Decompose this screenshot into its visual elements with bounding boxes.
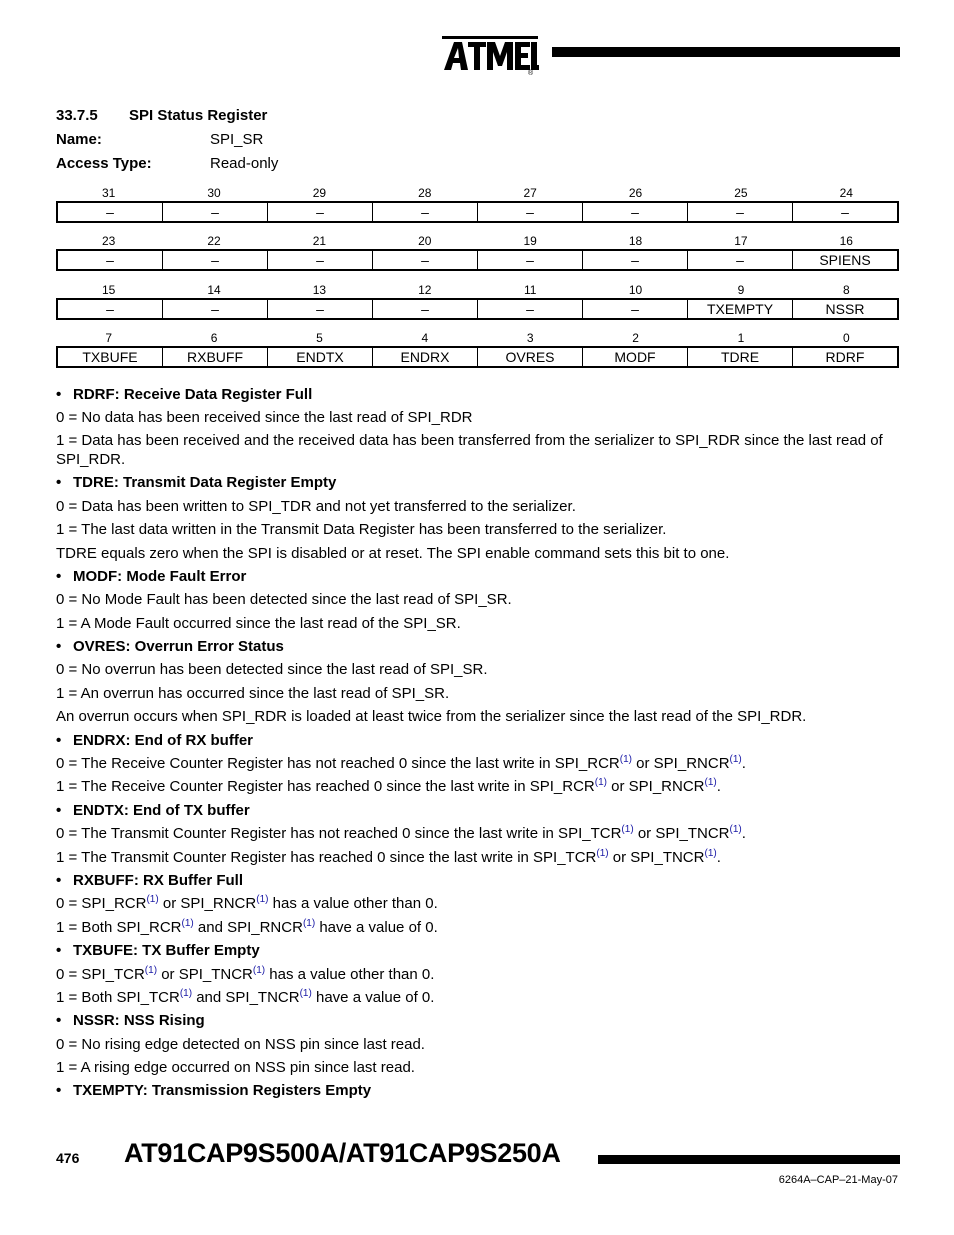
bullet-rdrf: • RDRF: Receive Data Register Full xyxy=(56,386,313,403)
modf-one: 1 = A Mode Fault occurred since the last read of the SPI_SR. xyxy=(56,615,461,632)
bit-field: – xyxy=(162,300,267,318)
bit-field: – xyxy=(267,300,372,318)
bit-number: 26 xyxy=(628,186,643,200)
bit-field: – xyxy=(477,300,582,318)
endrx-zero: 0 = The Receive Counter Register has not reached 0 since the last write in SPI_RCR$^{(1)}$ or SPI_RNCR$^{(1)}$. xyxy=(56,754,746,772)
bit-number: 20 xyxy=(418,234,432,248)
document-reference: 6264A–CAP–21-May-07 xyxy=(778,1174,898,1186)
txbufe-one: 1 = Both SPI_TCR$^{(1)}$ and SPI_TNCR$^{(1)}$ have a value of 0. xyxy=(56,988,435,1006)
bit-number: 29 xyxy=(312,186,327,200)
ovres-one: 1 = An overrun has occurred since the last read of SPI_SR. xyxy=(56,685,450,702)
bit-field: OVRES xyxy=(477,348,582,366)
bit-field: TXBUFE xyxy=(82,349,138,365)
bit-fields xyxy=(56,249,899,271)
name-label: Name: xyxy=(56,131,102,148)
endrx-one: 1 = The Receive Counter Register has reached 0 since the last write in SPI_RCR$^{(1)}$ or SPI_RNCR$^{(1)}$. xyxy=(56,777,721,795)
bit-field: TDRE xyxy=(687,348,792,366)
bit-number: 12 xyxy=(418,283,432,297)
bit-number: 28 xyxy=(418,186,432,200)
bit-field: RDRF xyxy=(792,348,897,366)
bit-number: 30 xyxy=(207,186,221,200)
bit-number: 19 xyxy=(523,234,537,248)
bit-number: 10 xyxy=(628,283,643,297)
rxbuff-one: 1 = Both SPI_RCR$^{(1)}$ and SPI_RNCR$^{(1)}$ have a value of 0. xyxy=(56,918,438,936)
access-type-row xyxy=(56,155,278,172)
tdre-one: 1 = The last data written in the Transmit Data Register has been transferred to the serializer. xyxy=(56,521,667,538)
section-heading xyxy=(56,107,267,124)
bullet-txempty: • TXEMPTY: Transmission Registers Empty xyxy=(56,1082,372,1099)
bit-field: – xyxy=(582,300,687,318)
txbufe-zero: $0 = SPI\_TCR^{(1)}$ or SPI_TNCR$^{(1)}$ has a value other than 0. xyxy=(56,965,435,983)
bit-field: NSSR xyxy=(792,300,897,318)
page-number: 476 xyxy=(56,1150,80,1166)
bullet-nssr: • NSSR: NSS Rising xyxy=(56,1012,205,1029)
atmel-logo xyxy=(440,30,540,76)
ovres-zero: 0 = No overrun has been detected since the last read of SPI_SR. xyxy=(56,661,488,678)
bit-number: 1 xyxy=(737,331,745,345)
bit-field: RXBUFF xyxy=(162,348,267,366)
endtx-zero: 0 = The Transmit Counter Register has not reached 0 since the last write in SPI_TCR$^{(1)}$ or SPI_TNCR$^{(1)}$. xyxy=(56,824,746,842)
bit-field: – xyxy=(106,301,114,317)
bit-number: 23 xyxy=(102,234,116,248)
bit-field: – xyxy=(792,203,897,221)
bit-number: 5 xyxy=(316,331,323,345)
bit-fields xyxy=(56,346,899,368)
rdrf-zero: 0 = No data has been received since the last read of SPI_RDR xyxy=(56,409,473,426)
bit-field: – xyxy=(106,252,114,268)
tdre-zero: 0 = Data has been written to SPI_TDR and not yet transferred to the serializer. xyxy=(56,498,576,515)
rxbuff-zero: $0 = SPI\_RCR^{(1)}$ or SPI_RNCR$^{(1)}$ has a value other than 0. xyxy=(56,894,438,912)
bit-field: – xyxy=(267,203,372,221)
bit-number: 22 xyxy=(207,234,221,248)
bit-field: – xyxy=(106,204,114,220)
endtx-one: 1 = The Transmit Counter Register has reached 0 since the last write in SPI_TCR$^{(1)}$ or SPI_TNCR$^{(1)}$. xyxy=(56,848,721,866)
bit-field: – xyxy=(687,203,792,221)
bit-number: 0 xyxy=(842,331,850,345)
bit-number: 31 xyxy=(102,186,116,200)
bit-field: – xyxy=(372,251,477,269)
bit-number: 27 xyxy=(523,186,537,200)
bit-field: ENDRX xyxy=(372,348,477,366)
bit-fields xyxy=(56,298,899,320)
bit-number: 17 xyxy=(734,234,748,248)
bit-number: 18 xyxy=(628,234,643,248)
bit-field: – xyxy=(582,203,687,221)
bit-number: 4 xyxy=(421,331,429,345)
document-title: AT91CAP9S500A/AT91CAP9S250A xyxy=(124,1138,561,1168)
bit-field: – xyxy=(582,251,687,269)
bit-numbers xyxy=(56,185,899,201)
section-number: 33.7.5 xyxy=(56,107,98,124)
bit-field: – xyxy=(687,251,792,269)
bit-field: TXEMPTY xyxy=(687,300,792,318)
bit-numbers xyxy=(56,282,899,298)
bit-number: 2 xyxy=(632,331,639,345)
bullet-ovres: • OVRES: Overrun Error Status xyxy=(56,638,284,655)
name-value: SPI_SR xyxy=(210,131,264,148)
modf-zero: 0 = No Mode Fault has been detected since the last read of SPI_SR. xyxy=(56,591,512,608)
bullet-txbufe: • TXBUFE: TX Buffer Empty xyxy=(56,942,260,959)
bit-number: 24 xyxy=(839,186,853,200)
bit-number: 9 xyxy=(737,283,745,297)
bit-number: 13 xyxy=(312,283,327,297)
bit-number: 25 xyxy=(734,186,748,200)
bullet-endrx: • ENDRX: End of RX buffer xyxy=(56,732,253,749)
bit-number: 15 xyxy=(102,283,116,297)
tdre-note: TDRE equals zero when the SPI is disabled or at reset. The SPI enable command sets this bit to one. xyxy=(56,545,730,562)
bit-field: ENDTX xyxy=(267,348,372,366)
bit-field: – xyxy=(477,203,582,221)
bit-field: – xyxy=(372,203,477,221)
bit-number: 21 xyxy=(312,234,327,248)
bit-number: 3 xyxy=(526,331,534,345)
register-row xyxy=(56,233,899,271)
bullet-tdre: • TDRE: Transmit Data Register Empty xyxy=(56,474,337,491)
rdrf-one: 1 = Data has been received and the received data has been transferred from the serializer to SPI_RDR since the last read of SPI_RDR. xyxy=(56,432,883,468)
bit-number: 6 xyxy=(210,331,218,345)
bit-field: MODF xyxy=(582,348,687,366)
register-row xyxy=(56,282,899,320)
register-row xyxy=(56,330,899,368)
header-bar xyxy=(552,47,900,57)
access-value: Read-only xyxy=(210,155,279,172)
access-label: Access Type: xyxy=(56,155,152,172)
bit-number: 14 xyxy=(207,283,221,297)
bullet-rxbuff: • RXBUFF: RX Buffer Full xyxy=(56,872,243,889)
nssr-zero: 0 = No rising edge detected on NSS pin since last read. xyxy=(56,1036,425,1053)
bit-field: – xyxy=(162,251,267,269)
bullet-endtx: • ENDTX: End of TX buffer xyxy=(56,802,250,819)
bit-number: 7 xyxy=(105,331,113,345)
bit-field: – xyxy=(267,251,372,269)
bit-field: – xyxy=(162,203,267,221)
footer-bar xyxy=(598,1155,900,1164)
svg-text:®: ® xyxy=(528,70,534,76)
ovres-note: An overrun occurs when SPI_RDR is loaded at least twice from the serializer since the last read of the SPI_RDR. xyxy=(56,708,807,725)
bit-field: SPIENS xyxy=(792,251,897,269)
bit-field: – xyxy=(477,251,582,269)
bit-field: – xyxy=(372,300,477,318)
register-row xyxy=(56,185,899,223)
register-name-row xyxy=(56,131,263,148)
bit-number: 8 xyxy=(842,283,850,297)
bit-number: 11 xyxy=(523,283,537,297)
bullet-modf: • MODF: Mode Fault Error xyxy=(56,568,247,585)
bit-fields xyxy=(56,201,899,223)
section-title: SPI Status Register xyxy=(129,107,268,124)
bit-number: 16 xyxy=(839,234,853,248)
bit-numbers xyxy=(56,233,899,249)
nssr-one: 1 = A rising edge occurred on NSS pin since last read. xyxy=(56,1059,415,1076)
bit-numbers xyxy=(56,330,899,346)
